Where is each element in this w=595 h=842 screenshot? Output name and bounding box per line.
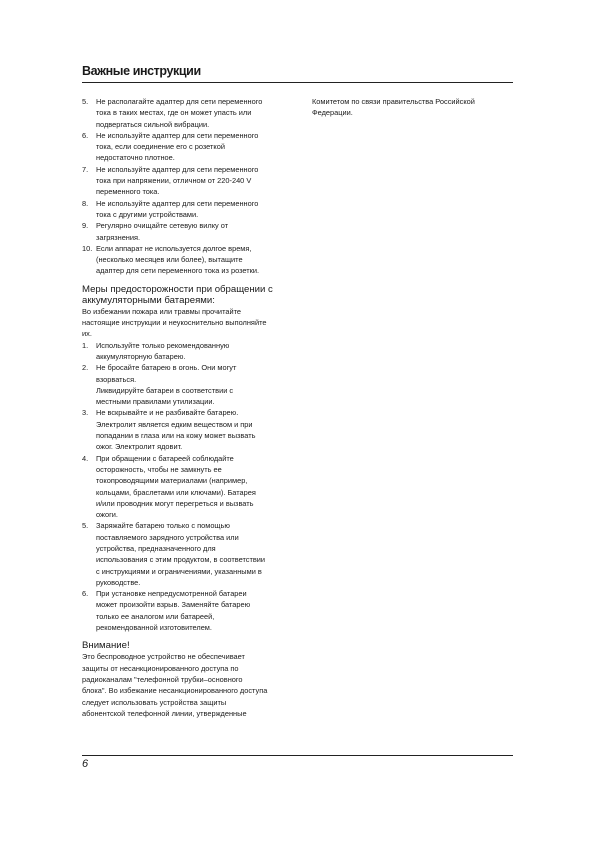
item-text: Не используйте адаптер для сети переменного тока при напряжении, отличном от 220-240 V переменного тока.: [96, 164, 259, 197]
page-title: Важные инструкции: [82, 64, 201, 78]
list-item: [82, 407, 290, 452]
list-item: [82, 362, 290, 407]
item-number: 5.: [82, 97, 89, 106]
item-text: Если аппарат не используется долгое время, (несколько месяцев или более), вытащите адаптер для сети переменного тока из розетки.: [96, 243, 260, 276]
item-text: Не располагайте адаптер для сети переменного тока в таких местах, где он может упасть или подвергаться сильной вибрации.: [96, 97, 263, 129]
item-number: 2.: [82, 363, 89, 373]
item-number: 9.: [82, 221, 89, 231]
adapter-instructions-list: [82, 96, 290, 277]
item-number: 5.: [82, 521, 89, 531]
item-text: Регулярно очищайте сетевую вилку от загрязнения.: [96, 221, 229, 242]
list-item: [82, 164, 290, 198]
list-item: [82, 130, 290, 164]
list-item: [82, 96, 290, 130]
item-text: Не бросайте батарею в огонь. Они могут взорваться. Ликвидируйте батареи в соответствии с местными правилами утилизации.: [96, 363, 237, 407]
item-text: Заряжайте батарею только с помощью поставляемого зарядного устройства или устройства, предназначенного для использования с этим продуктом, в соответствии с инструкциями и ограничениями, указанными в руководстве.: [96, 521, 266, 587]
item-number: 7.: [82, 164, 89, 174]
list-item: [82, 588, 290, 633]
footer-divider: [82, 755, 513, 756]
attention-text: Это беспроводное устройство не обеспечивает защиты от несанкционированного доступа по радиоканалам "телефонной трубки–основного блока". Во избежание несанкционированного доступа следует использовать устройства защиты абонентской телефонной линии, утвержденные: [82, 652, 268, 718]
attention-title: Внимание!: [82, 640, 130, 652]
right-column-text: Комитетом по связи правительства Российской Федерации.: [312, 97, 475, 118]
battery-section-title: Меры предосторожности при обращении с аккумуляторными батареями:: [82, 283, 273, 306]
item-text: Используйте только рекомендованную аккумуляторную батарею.: [96, 340, 230, 361]
item-number: 10.: [82, 243, 93, 253]
item-number: 4.: [82, 453, 89, 463]
battery-instructions-list: [82, 340, 290, 634]
item-text: При установке непредусмотренной батареи может произойти взрыв. Заменяйте батарею только ее аналогом или батареей, рекомендованной изготовителем.: [96, 589, 251, 633]
item-text: При обращении с батареей соблюдайте осторожность, чтобы не замкнуть ее токопроводящими материалами (например, кольцами, браслетами или ключами). Батарея и/или проводник могут перегреться и вызвать ожоги.: [96, 453, 256, 520]
page-number: 6: [82, 758, 89, 770]
item-number: 8.: [82, 198, 89, 208]
list-item: [82, 220, 290, 243]
item-text: Не используйте адаптер для сети переменного тока с другими устройствами.: [96, 198, 259, 219]
list-item: [82, 520, 290, 588]
list-item: [82, 340, 290, 363]
item-number: 1.: [82, 340, 89, 350]
right-column: [312, 96, 512, 119]
item-number: 6.: [82, 589, 89, 599]
item-number: 3.: [82, 408, 89, 418]
battery-section-intro: Во избежании пожара или травмы прочитайте настоящие инструкции и неукоснительно выполняйте их.: [82, 306, 267, 339]
page-header: [82, 64, 513, 83]
item-text: Не вскрывайте и не разбивайте батарею. Электролит является едким веществом и при попадании в глаза или на кожу может вызвать ожог. Электролит ядовит.: [96, 408, 256, 452]
item-number: 6.: [82, 130, 89, 140]
list-item: [82, 453, 290, 521]
item-text: Не используйте адаптер для сети переменного тока, если соединение его с розеткой недостаточно плотное.: [96, 130, 259, 163]
list-item: [82, 243, 290, 277]
left-column: [82, 96, 290, 719]
list-item: [82, 198, 290, 221]
